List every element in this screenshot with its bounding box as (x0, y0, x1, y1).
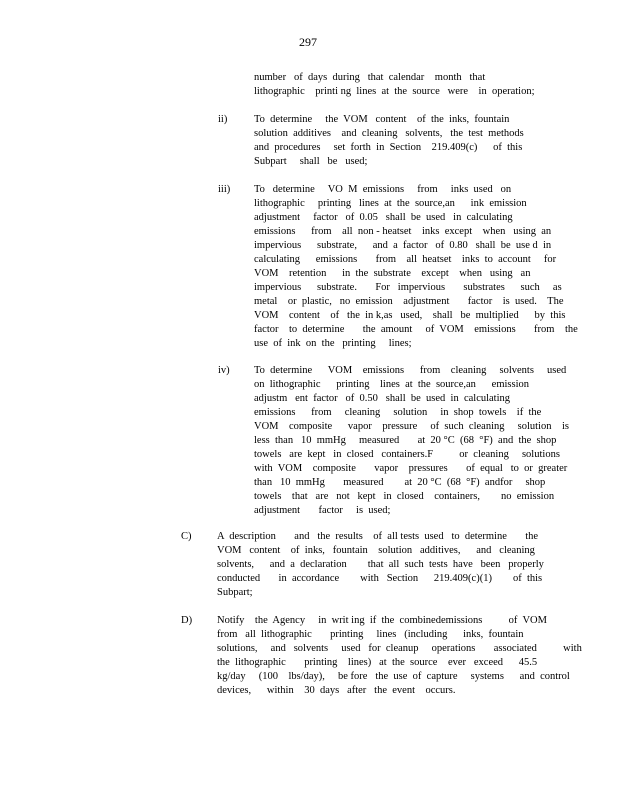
text-line: calculating emissions from all heatset inks to account for (254, 254, 557, 265)
text-line: A description and the results of all tests used to determine the (217, 531, 539, 542)
text-line: solutions, and solvents used for cleanup operations associated with (217, 643, 582, 654)
item-c-paragraph (217, 530, 544, 600)
text-line: use of ink on the printing lines; (254, 338, 412, 349)
text-line: the lithographic printing lines) at the source ever exceed 45.5 (217, 657, 538, 668)
text-line: To determine VOM emissions from cleaning solvents used (254, 365, 567, 376)
text-line: lithographic printing lines at the source,an ink emission (254, 198, 527, 209)
text-line: adjustment factor of 0.05 shall be used in calculating (254, 212, 513, 223)
text-line: solvents, and a declaration that all such tests have been properly (217, 559, 544, 570)
text-line: kg/day (100 lbs/day), be fore the use of capture systems and control (217, 671, 570, 682)
text-line: Subpart shall be used; (254, 156, 368, 167)
text-line: number of days during that calendar month that (254, 72, 486, 83)
text-line: than 10 mmHg measured at 20 °C (68 °F) andfor shop (254, 477, 546, 488)
text-line: impervious substrate. For impervious substrates such as (254, 282, 562, 293)
text-line: solution additives and cleaning solvents, the test methods (254, 128, 524, 139)
text-line: factor to determine the amount of VOM emissions from the (254, 324, 578, 335)
item-iii-paragraph (254, 183, 578, 351)
page-number: 297 (299, 35, 317, 49)
item-c-marker: C) (181, 531, 192, 542)
text-line: devices, within 30 days after the event occurs. (217, 685, 456, 696)
text-line: impervious substrate, and a factor of 0.80 shall be use d in (254, 240, 552, 251)
text-line: Subpart; (217, 587, 253, 598)
item-iv-marker: iv) (218, 365, 230, 376)
text-line: conducted in accordance with Section 219.409(c)(1) of this (217, 573, 543, 584)
text-line: towels that are not kept in closed containers, no emission (254, 491, 555, 502)
text-line: towels are kept in closed containers.F or cleaning solutions (254, 449, 560, 460)
item-d-paragraph (217, 614, 582, 698)
item-ii-marker: ii) (218, 114, 228, 125)
text-line: VOM retention in the substrate except when using an (254, 268, 531, 279)
item-d-marker: D) (181, 615, 193, 626)
text-line: Notify the Agency in writ ing if the combinedemissions of VOM (217, 615, 547, 626)
item-iv-paragraph (254, 364, 569, 518)
text-line: lithographic printi ng lines at the source were in operation; (254, 86, 535, 97)
text-line: emissions from cleaning solution in shop towels if the (254, 407, 542, 418)
item-iii-marker: iii) (218, 184, 231, 195)
continuation-paragraph (254, 71, 535, 99)
text-line: and procedures set forth in Section 219.409(c) of this (254, 142, 523, 153)
text-line: adjustment factor is used; (254, 505, 391, 516)
text-line: from all lithographic printing lines (including inks, fountain (217, 629, 524, 640)
text-line: emissions from all non - heatset inks except when using an (254, 226, 552, 237)
text-line: metal or plastic, no emission adjustment factor is used. The (254, 296, 564, 307)
text-line: on lithographic printing lines at the source,an emission (254, 379, 529, 390)
text-line: To determine VO M emissions from inks used on (254, 184, 512, 195)
text-line: VOM content of inks, fountain solution additives, and cleaning (217, 545, 535, 556)
text-line: VOM composite vapor pressure of such cleaning solution is (254, 421, 569, 432)
text-line: adjustm ent factor of 0.50 shall be used in calculating (254, 393, 511, 404)
text-line: To determine the VOM content of the inks, fountain (254, 114, 510, 125)
text-line: less than 10 mmHg measured at 20 °C (68 °F) and the shop (254, 435, 557, 446)
text-line: VOM content of the in k,as used, shall be multiplied by this (254, 310, 566, 321)
text-line: with VOM composite vapor pressures of equal to or greater (254, 463, 568, 474)
item-ii-paragraph (254, 113, 524, 169)
